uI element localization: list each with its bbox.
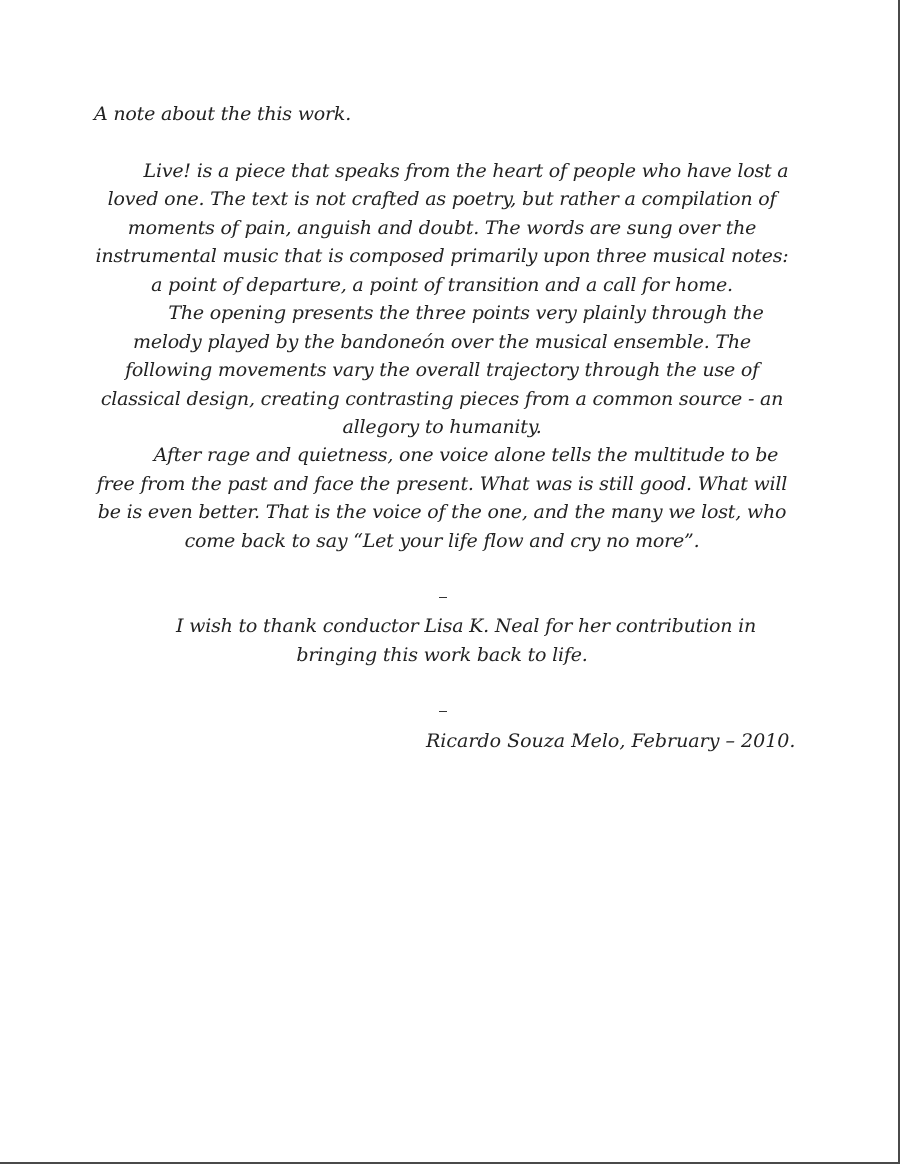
paragraph-2-line-1: The opening presents the three points very plainly through the [168, 302, 764, 324]
paragraph-1-line-2: loved one. The text is not crafted as poetry, but rather a compilation of [107, 188, 777, 210]
paragraph-1-line-4: instrumental music that is composed primarily upon three musical notes: [95, 245, 789, 267]
separator-dash [439, 597, 447, 598]
paragraph-1-line-1: Live! is a piece that speaks from the heart of people who have lost a [143, 160, 789, 182]
paragraph-3-line-2: free from the past and face the present. What was is still good. What will [96, 473, 788, 495]
paragraph-3-line-3: be is even better. That is the voice of the one, and the many we lost, who [97, 501, 787, 523]
paragraph-1-line-5: a point of departure, a point of transition and a call for home. [151, 274, 733, 296]
paragraph-2-line-4: classical design, creating contrasting pieces from a common source - an [100, 388, 784, 410]
thanks-line-1: I wish to thank conductor Lisa K. Neal for her contribution in [175, 615, 756, 637]
thanks-line-2: bringing this work back to life. [296, 644, 588, 666]
paragraph-1-line-3: moments of pain, anguish and doubt. The words are sung over the [127, 217, 757, 239]
paragraph-3-line-1: After rage and quietness, one voice alone tells the multitude to be [153, 444, 779, 466]
paragraph-2-line-2: melody played by the bandoneón over the musical ensemble. The [133, 331, 751, 353]
paragraph-2-line-5: allegory to humanity. [342, 416, 542, 438]
author-signature: Ricardo Souza Melo, February – 2010. [426, 730, 796, 752]
paragraph-2-line-3: following movements vary the overall trajectory through the use of [125, 359, 759, 381]
document-heading: A note about the this work. [94, 103, 352, 125]
paragraph-3-line-4: come back to say “Let your life flow and cry no more”. [184, 530, 700, 552]
separator-dash [439, 711, 447, 712]
